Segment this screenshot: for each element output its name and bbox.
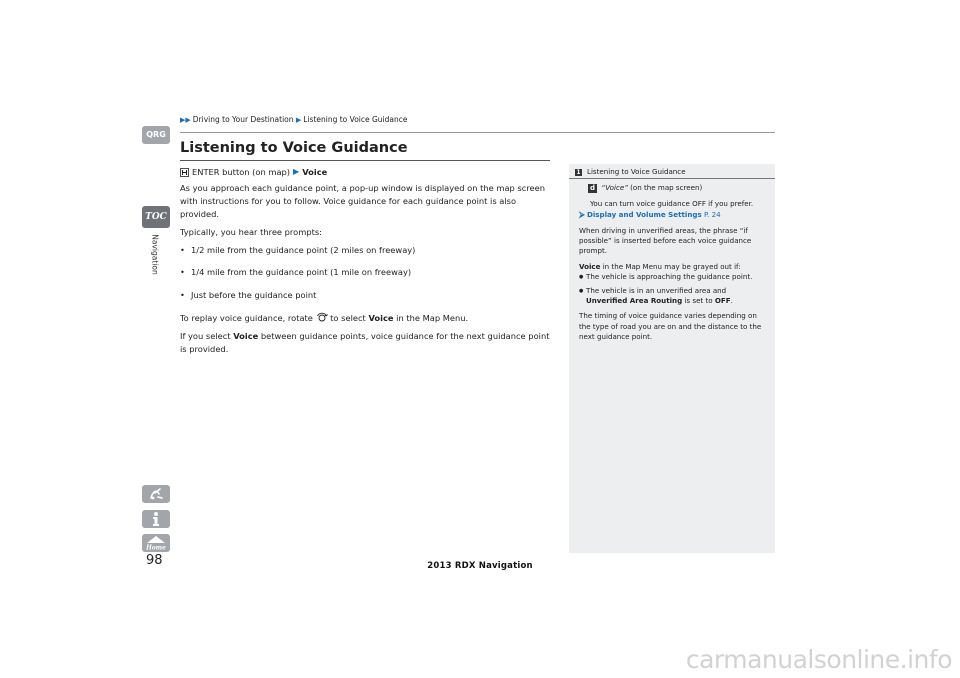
condition-text-a: The vehicle is in an unverified area and	[586, 285, 727, 295]
unverified-area-routing: Unverified Area Routing	[586, 296, 683, 306]
list-item: • 1/4 mile from the guidance point (1 mile on freeway)	[180, 266, 552, 279]
main-content	[180, 166, 552, 361]
replay-text-c: in the Map Menu.	[396, 313, 469, 324]
prompts-list	[180, 244, 552, 303]
note-grayed-text: in the Map Menu may be grayed out if:	[602, 261, 741, 271]
menu-path-item: Voice	[302, 167, 328, 177]
info-icon	[142, 510, 170, 528]
note-header	[569, 167, 775, 179]
watermark: carmanualsonline.info	[685, 645, 952, 674]
breadcrumb	[180, 115, 408, 124]
note-xref	[579, 210, 769, 220]
info-button[interactable]	[142, 510, 170, 528]
display-volume-settings-link[interactable]: Display and Volume Settings	[586, 210, 702, 220]
breadcrumb-item-current[interactable]: Listening to Voice Guidance	[303, 115, 408, 124]
voice-command: “Voice”	[601, 183, 628, 193]
note-grayed-line	[579, 262, 769, 272]
note-conditions	[579, 272, 769, 306]
navigation-button[interactable]	[142, 485, 170, 503]
replay-text-b: to select	[330, 313, 366, 324]
svg-text:Home: Home	[146, 544, 166, 552]
list-item: ● The vehicle is approaching the guidance point.	[579, 272, 769, 282]
breadcrumb-arrow-icon: ▶▶	[180, 116, 191, 124]
page-number: 98	[146, 553, 163, 568]
breadcrumb-arrow-icon: ▶	[295, 116, 302, 124]
interface-dial-icon	[316, 312, 328, 323]
list-item: • 1/2 mile from the guidance point (2 miles on freeway)	[180, 244, 552, 257]
home-key-icon	[180, 168, 189, 177]
condition-off: OFF	[714, 296, 731, 306]
header-divider	[180, 132, 775, 133]
note-off-text: You can turn voice guidance OFF if you prefer.	[590, 198, 754, 208]
between-paragraph	[180, 330, 552, 356]
steering-wheel-icon	[142, 485, 170, 503]
note-marker-icon: 1	[576, 168, 581, 176]
breadcrumb-item-driving[interactable]: Driving to Your Destination	[192, 115, 294, 124]
page-title: Listening to Voice Guidance	[180, 140, 408, 156]
voice-command-icon: d	[589, 184, 595, 193]
note-body	[569, 179, 775, 342]
voice-command-suffix: (on the map screen)	[630, 183, 703, 193]
list-item	[579, 286, 769, 307]
list-item: • Just before the guidance point	[180, 289, 552, 302]
condition-text-b: is set to	[684, 296, 713, 306]
menu-path-arrow-icon: ▶	[293, 167, 300, 176]
between-text-a: If you select	[180, 331, 231, 342]
replay-text-a: To replay voice guidance, rotate	[180, 313, 313, 324]
footer-brand: 2013 RDX Navigation	[427, 561, 533, 571]
replay-voice: Voice	[368, 313, 394, 324]
note-timing-text: The timing of voice guidance varies depending on the type of road you are on and the distance to the next guidance point.	[579, 311, 762, 342]
cross-reference-icon: ⮚	[579, 210, 585, 220]
title-divider	[180, 160, 550, 161]
intro-paragraph: As you approach each guidance point, a pop-up window is displayed on the map screen with instructions for you to follow. Voice guidance for each guidance point is also provided.	[180, 182, 546, 219]
condition-end: .	[730, 296, 733, 306]
home-button[interactable]	[142, 534, 170, 552]
prompts-intro: Typically, you hear three prompts:	[180, 226, 322, 237]
between-text-b: between guidance points, voice guidance for the next guidance point is provided.	[180, 331, 550, 355]
voice-command-line	[590, 183, 769, 193]
qrg-tab[interactable]: QRG	[142, 126, 170, 144]
section-label: Navigation	[150, 234, 160, 275]
menu-path-button: ENTER button (on map)	[192, 167, 291, 177]
home-icon	[142, 534, 170, 552]
note-panel	[569, 164, 775, 553]
toc-tab[interactable]: TOC	[142, 206, 170, 228]
between-voice: Voice	[233, 331, 259, 342]
note-grayed-voice: Voice	[579, 261, 601, 271]
display-volume-settings-page[interactable]: P. 24	[703, 210, 721, 220]
replay-paragraph	[180, 312, 552, 325]
menu-path	[180, 166, 552, 179]
note-unverified-text: When driving in unverified areas, the phrase “if possible” is inserted before each voice guidance prompt.	[579, 225, 752, 256]
note-title: Listening to Voice Guidance	[587, 167, 686, 176]
